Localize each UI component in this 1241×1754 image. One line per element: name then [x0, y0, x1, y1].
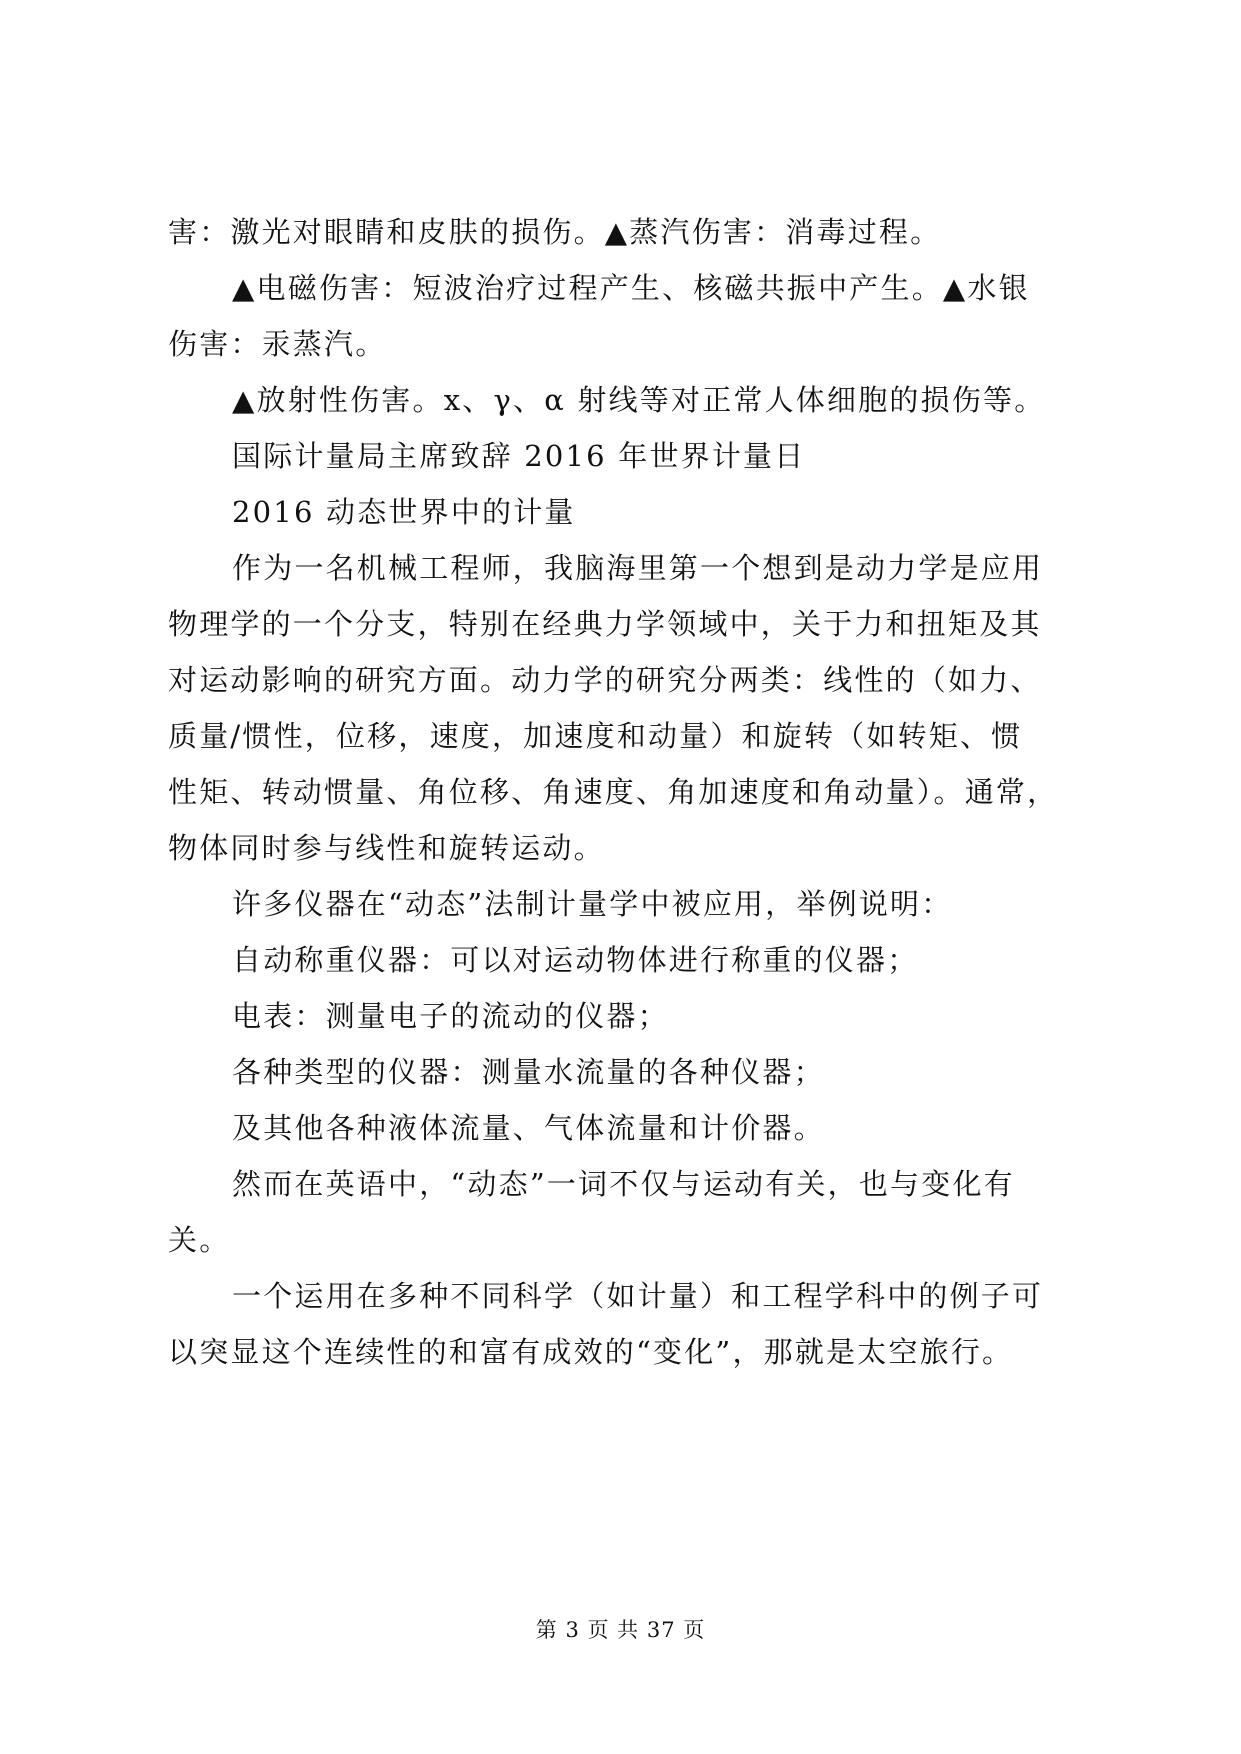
text-line: ▲电磁伤害：短波治疗过程产生、核磁共振中产生。▲水银	[232, 271, 1030, 305]
text-line: 国际计量局主席致辞 2016 年世界计量日	[232, 439, 806, 473]
text-line: 对运动影响的研究方面。动力学的研究分两类：线性的（如力、	[168, 663, 1042, 697]
page-footer: 第 3 页 共 37 页	[535, 1618, 706, 1642]
text-line: 以突显这个连续性的和富有成效的“变化”，那就是太空旅行。	[168, 1335, 1014, 1369]
text-line: 各种类型的仪器：测量水流量的各种仪器；	[232, 1055, 825, 1089]
text-line: 害：激光对眼睛和皮肤的损伤。▲蒸汽伤害：消毒过程。	[168, 215, 942, 249]
text-line: 2016 动态世界中的计量	[232, 495, 576, 529]
text-line: 自动称重仪器：可以对运动物体进行称重的仪器；	[232, 943, 919, 977]
text-line: 物理学的一个分支，特别在经典力学领域中，关于力和扭矩及其	[168, 607, 1042, 641]
text-line: 物体同时参与线性和旋转运动。	[168, 831, 605, 865]
text-line: ▲放射性伤害。x、γ、α 射线等对正常人体细胞的损伤等。	[232, 383, 1046, 417]
text-line: 伤害：汞蒸汽。	[168, 327, 387, 361]
text-line: 一个运用在多种不同科学（如计量）和工程学科中的例子可	[232, 1279, 1044, 1313]
text-line: 性矩、转动惯量、角位移、角速度、角加速度和角动量）。通常，	[168, 775, 1059, 809]
text-line: 作为一名机械工程师，我脑海里第一个想到是动力学是应用	[232, 551, 1044, 585]
text-line: 电表：测量电子的流动的仪器；	[232, 999, 669, 1033]
text-line: 然而在英语中，“动态”一词不仅与运动有关，也与变化有	[232, 1167, 1015, 1201]
text-line: 许多仪器在“动态”法制计量学中被应用，举例说明：	[232, 887, 953, 921]
text-line: 质量/惯性，位移，速度，加速度和动量）和旋转（如转矩、惯	[168, 719, 1023, 753]
text-line: 及其他各种液体流量、气体流量和计价器。	[232, 1111, 825, 1145]
text-line: 关。	[168, 1223, 231, 1257]
